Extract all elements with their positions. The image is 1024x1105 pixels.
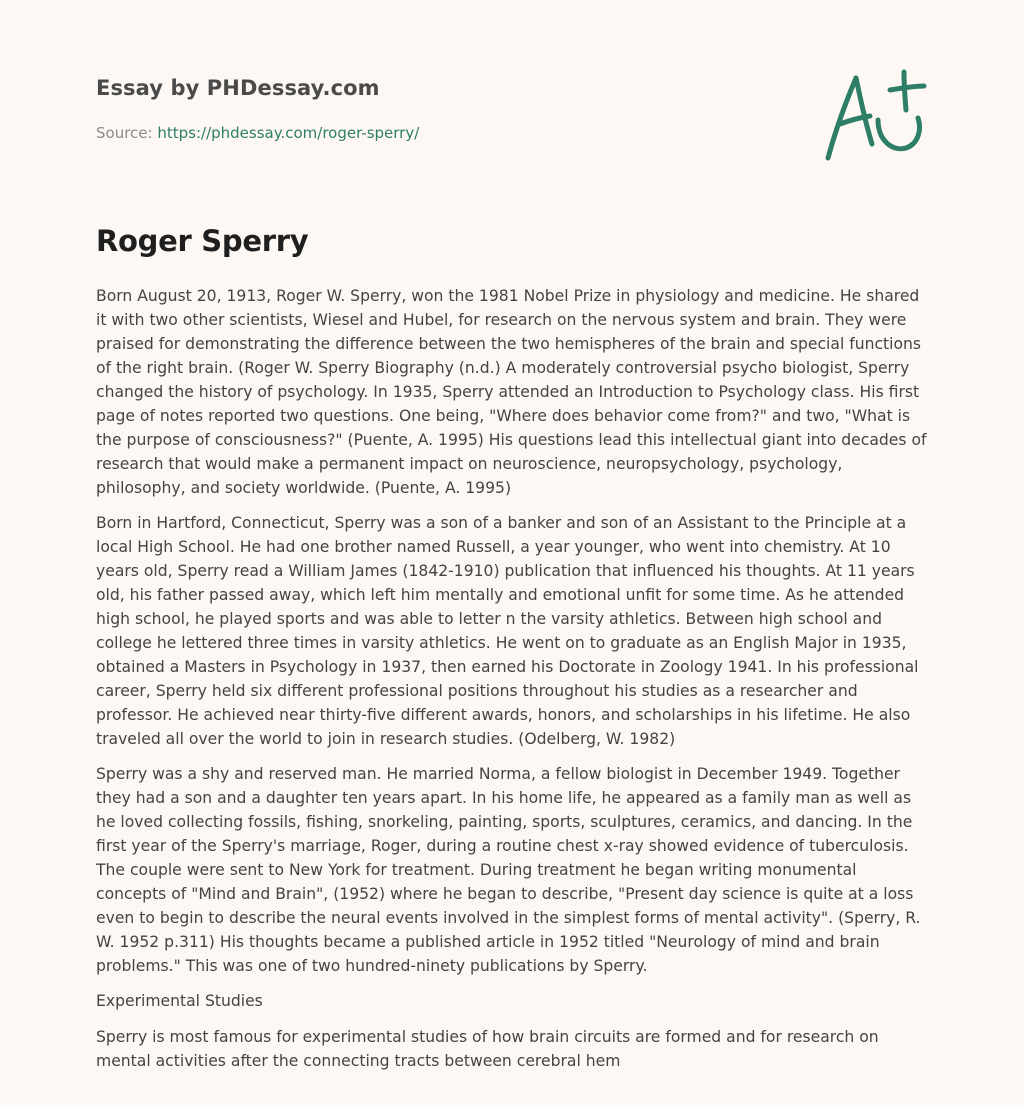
essay-paragraph-2: Born in Hartford, Connecticut, Sperry was a son of a banker and son of an Assistant to the Principle at a local High School. He had one brother named Russell, a year younger, who went into chemistry. At 10 years old, Sperry read a William James (1842-1910) publication that influenced his thoughts. At 11 years old, his father passed away, which left him mentally and emotional unfit for some time. As he attended high school, he played sports and was able to letter n the varsity athletics. Between high school and college he lettered three times in varsity athletics. He went on to graduate as an English Major in 1935, obtained a Masters in Psychology in 1937, then earned his Doctorate in Zoology 1941. In his professional career, Sperry held six different professional positions throughout his studies as a researcher and professor. He achieved near thirty-five different awards, honors, and scholarships in his lifetime. He also traveled all over the world to join in research studies. (Odelberg, W. 1982) — [96, 514, 919, 748]
essay-title: Roger Sperry — [96, 224, 309, 258]
essay-paragraph-4: Sperry is most famous for experimental studies of how brain circuits are formed and for research on mental activities after the connecting tracts between cerebral hem — [96, 1028, 879, 1070]
essay-paragraph-1: Born August 20, 1913, Roger W. Sperry, won the 1981 Nobel Prize in physiology and medicine. He shared it with two other scientists, Wiesel and Hubel, for research on the nervous system and brain. They were praised for demonstrating the difference between the two hemispheres of the brain and special functions of the right brain. (Roger W. Sperry Biography (n.d.) A moderately controversial psycho biologist, Sperry changed the history of psychology. In 1935, Sperry attended an Introduction to Psychology class. His first page of notes reported two questions. One being, "Where does behavior come from?" and two, "What is the purpose of consciousness?" (Puente, A. 1995) His questions lead this intellectual giant into decades of research that would make a permanent impact on neuroscience, neuropsychology, psychology, philosophy, and society worldwide. (Puente, A. 1995) — [96, 287, 927, 497]
source-link[interactable]: https://phdessay.com/roger-sperry/ — [157, 124, 420, 142]
source-label: Source: — [96, 124, 153, 142]
essay-body — [96, 284, 930, 1084]
a-plus-logo-icon — [818, 66, 930, 166]
site-brand: Essay by PHDessay.com — [96, 76, 380, 100]
source-line — [96, 124, 419, 142]
essay-subheading: Experimental Studies — [96, 992, 263, 1010]
essay-paragraph-3: Sperry was a shy and reserved man. He married Norma, a fellow biologist in December 1949. Together they had a son and a daughter ten years apart. In his home life, he appeared as a family man as well as he loved collecting fossils, fishing, snorkeling, painting, sports, sculptures, ceramics, and dancing. In the first year of the Sperry's marriage, Roger, during a routine chest x-ray showed evidence of tuberculosis. The couple were sent to New York for treatment. During treatment he began writing monumental concepts of "Mind and Brain", (1952) where he began to describe, "Present day science is quite at a loss even to begin to describe the neural events involved in the simplest forms of mental activity". (Sperry, R. W. 1952 p.311) His thoughts became a published article in 1952 titled "Neurology of mind and brain problems." This was one of two hundred-ninety publications by Sperry. — [96, 765, 921, 975]
